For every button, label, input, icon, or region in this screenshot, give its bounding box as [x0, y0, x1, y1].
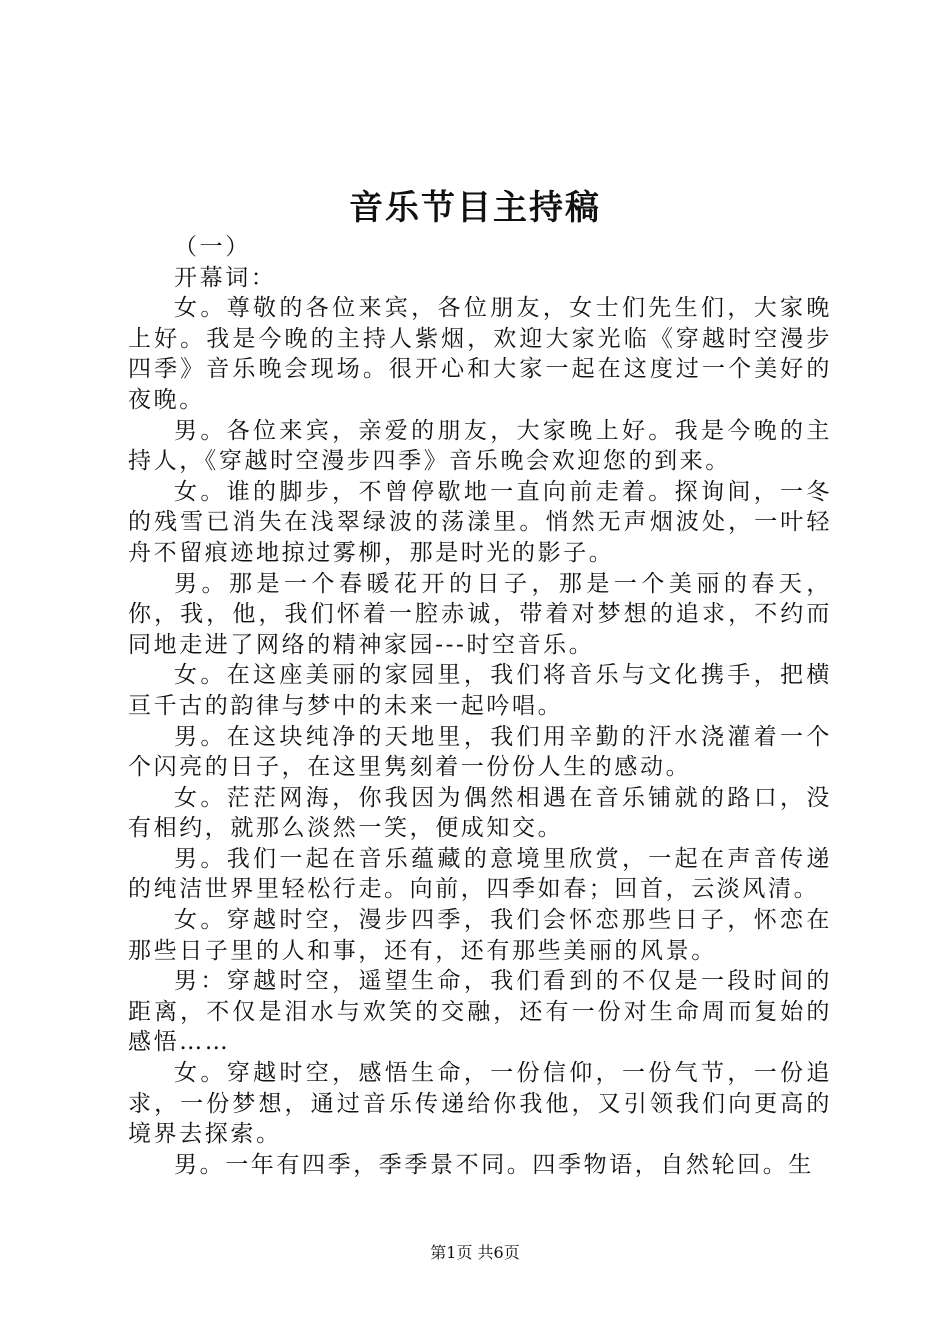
- paragraph: 女。在这座美丽的家园里，我们将音乐与文化携手，把横亘千古的韵律与梦中的未来一起吟唱。: [128, 662, 832, 719]
- paragraph: （一）: [174, 234, 251, 260]
- paragraph: 男。一年有四季，季季景不同。四季物语，自然轮回。生: [174, 1151, 814, 1178]
- paragraph: 男。各位来宾，亲爱的朋友，大家晚上好。我是今晚的主持人，《穿越时空漫步四季》音乐晚会欢迎您的到来。: [128, 417, 832, 475]
- paragraph: 男。那是一个春暖花开的日子，那是一个美丽的春天，你，我，他，我们怀着一腔赤诚，带着对梦想的追求，不约而同地走进了网络的精神家园---时空音乐。: [128, 570, 832, 658]
- paragraph: 男。在这块纯净的天地里，我们用辛勤的汗水浇灌着一个个闪亮的日子，在这里隽刻着一份份人生的感动。: [128, 723, 832, 781]
- document-body: [128, 232, 832, 1180]
- page-footer: 第1页 共6页: [430, 1243, 520, 1262]
- paragraph: 女。茫茫网海，你我因为偶然相遇在音乐铺就的路口，没有相约，就那么淡然一笑，便成知交。: [128, 784, 832, 842]
- paragraph: 男：穿越时空，遥望生命，我们看到的不仅是一段时间的距离，不仅是泪水与欢笑的交融，还有一份对生命周而复始的感悟……: [128, 968, 832, 1056]
- paragraph: 女。谁的脚步，不曾停歇地一直向前走着。探询间，一冬的残雪已消失在浅翠绿波的荡漾里。悄然无声烟波处，一叶轻舟不留痕迹地掠过雾柳，那是时光的影子。: [128, 478, 832, 566]
- document-title: 音乐节目主持稿: [349, 188, 601, 228]
- paragraph: 开幕词：: [174, 264, 277, 291]
- paragraph: 女。尊敬的各位来宾，各位朋友，女士们先生们，大家晚上好。我是今晚的主持人紫烟，欢迎大家光临《穿越时空漫步四季》音乐晚会现场。很开心和大家一起在这度过一个美好的夜晚。: [128, 295, 832, 413]
- paragraph: 男。我们一起在音乐蕴藏的意境里欣赏，一起在声音传递的纯洁世界里轻松行走。向前，四季如春；回首，云淡风清。: [128, 845, 832, 903]
- paragraph: 女。穿越时空，感悟生命，一份信仰，一份气节，一份追求，一份梦想，通过音乐传递给你我他，又引领我们向更高的境界去探索。: [128, 1060, 832, 1148]
- paragraph: 女。穿越时空，漫步四季，我们会怀恋那些日子，怀恋在那些日子里的人和事，还有，还有那些美丽的风景。: [128, 907, 832, 964]
